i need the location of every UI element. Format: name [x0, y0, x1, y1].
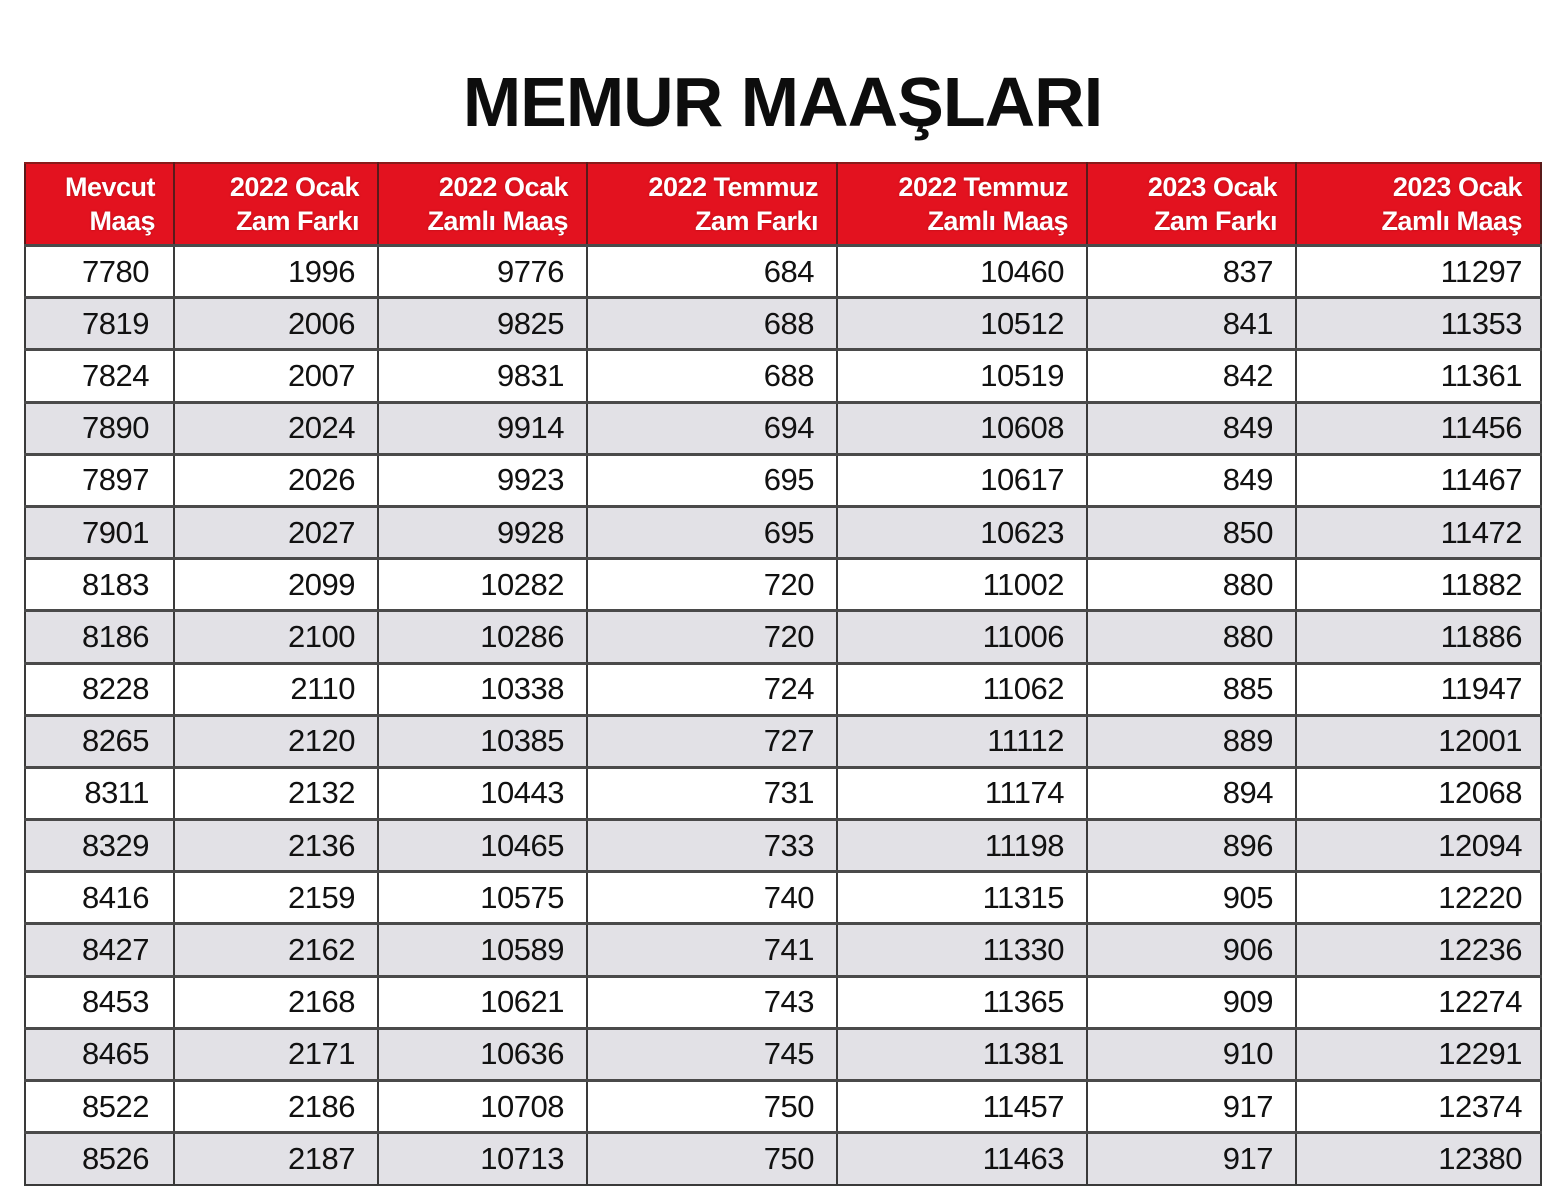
- header-line: 2022 Temmuz: [898, 172, 1068, 202]
- table-cell: 8183: [25, 559, 174, 611]
- table-row: [25, 350, 1541, 402]
- table-cell: 10636: [378, 1028, 587, 1080]
- table-cell: 11365: [837, 976, 1087, 1028]
- table-cell: 12068: [1296, 767, 1541, 819]
- table-cell: 10617: [837, 454, 1087, 506]
- table-cell: 10623: [837, 506, 1087, 558]
- header-line: 2022 Ocak: [229, 172, 359, 202]
- table-cell: 2159: [174, 872, 378, 924]
- header-line: 2022 Temmuz: [648, 172, 818, 202]
- table-cell: 885: [1087, 663, 1296, 715]
- table-cell: 10338: [378, 663, 587, 715]
- table-cell: 11002: [837, 559, 1087, 611]
- table-cell: 750: [587, 1133, 837, 1185]
- table-cell: 10713: [378, 1133, 587, 1185]
- table-cell: 7780: [25, 246, 174, 298]
- table-row: [25, 506, 1541, 558]
- table-cell: 9914: [378, 402, 587, 454]
- table-cell: 10385: [378, 715, 587, 767]
- table-row: [25, 663, 1541, 715]
- table-cell: 720: [587, 559, 837, 611]
- salary-table: [24, 162, 1542, 1186]
- table-cell: 10282: [378, 559, 587, 611]
- header-line: Zamlı Maaş: [927, 206, 1068, 236]
- table-cell: 695: [587, 506, 837, 558]
- table-cell: 11472: [1296, 506, 1541, 558]
- header-line: 2023 Ocak: [1147, 172, 1277, 202]
- table-cell: 10575: [378, 872, 587, 924]
- table-cell: 10708: [378, 1081, 587, 1133]
- table-cell: 894: [1087, 767, 1296, 819]
- header-row: [25, 163, 1541, 246]
- table-cell: 11330: [837, 924, 1087, 976]
- table-cell: 2136: [174, 820, 378, 872]
- table-cell: 743: [587, 976, 837, 1028]
- table-cell: 10460: [837, 246, 1087, 298]
- table-cell: 727: [587, 715, 837, 767]
- table-row: [25, 976, 1541, 1028]
- table-cell: 750: [587, 1081, 837, 1133]
- table-cell: 720: [587, 611, 837, 663]
- table-cell: 2162: [174, 924, 378, 976]
- header-line: 2022 Ocak: [438, 172, 568, 202]
- table-cell: 8526: [25, 1133, 174, 1185]
- header-2022-ocak-zamli-maas: [378, 163, 587, 246]
- table-cell: 12291: [1296, 1028, 1541, 1080]
- table-cell: 7901: [25, 506, 174, 558]
- table-cell: 842: [1087, 350, 1296, 402]
- table-row: [25, 454, 1541, 506]
- table-cell: 10621: [378, 976, 587, 1028]
- table-row: [25, 1081, 1541, 1133]
- table-cell: 837: [1087, 246, 1296, 298]
- table-row: [25, 767, 1541, 819]
- table-cell: 11006: [837, 611, 1087, 663]
- table-cell: 910: [1087, 1028, 1296, 1080]
- table-body: [25, 246, 1541, 1185]
- table-row: [25, 872, 1541, 924]
- header-line: Maaş: [89, 206, 155, 236]
- table-cell: 11297: [1296, 246, 1541, 298]
- table-row: [25, 1133, 1541, 1185]
- table-cell: 7819: [25, 298, 174, 350]
- header-2022-temmuz-zam-farki: [587, 163, 837, 246]
- table-cell: 695: [587, 454, 837, 506]
- table-cell: 8522: [25, 1081, 174, 1133]
- header-2023-ocak-zamli-maas: [1296, 163, 1541, 246]
- table-row: [25, 924, 1541, 976]
- table-cell: 2110: [174, 663, 378, 715]
- table-cell: 7890: [25, 402, 174, 454]
- table-cell: 11381: [837, 1028, 1087, 1080]
- table-cell: 688: [587, 350, 837, 402]
- table-cell: 7824: [25, 350, 174, 402]
- table-row: [25, 298, 1541, 350]
- header-line: 2023 Ocak: [1392, 172, 1522, 202]
- table-cell: 8465: [25, 1028, 174, 1080]
- table-cell: 11174: [837, 767, 1087, 819]
- table-cell: 11467: [1296, 454, 1541, 506]
- table-cell: 10465: [378, 820, 587, 872]
- table-cell: 2027: [174, 506, 378, 558]
- table-cell: 1996: [174, 246, 378, 298]
- table-cell: 841: [1087, 298, 1296, 350]
- table-cell: 724: [587, 663, 837, 715]
- table-cell: 7897: [25, 454, 174, 506]
- table-cell: 2007: [174, 350, 378, 402]
- table-cell: 11947: [1296, 663, 1541, 715]
- table-cell: 11112: [837, 715, 1087, 767]
- table-row: [25, 402, 1541, 454]
- table-cell: 11198: [837, 820, 1087, 872]
- table-cell: 8228: [25, 663, 174, 715]
- table-cell: 741: [587, 924, 837, 976]
- table-row: [25, 715, 1541, 767]
- table-cell: 917: [1087, 1081, 1296, 1133]
- table-cell: 11882: [1296, 559, 1541, 611]
- table-cell: 11315: [837, 872, 1087, 924]
- table-cell: 8427: [25, 924, 174, 976]
- table-cell: 909: [1087, 976, 1296, 1028]
- table-cell: 8186: [25, 611, 174, 663]
- table-cell: 10443: [378, 767, 587, 819]
- header-2022-ocak-zam-farki: [174, 163, 378, 246]
- table-row: [25, 1028, 1541, 1080]
- table-cell: 8311: [25, 767, 174, 819]
- table-cell: 9776: [378, 246, 587, 298]
- table-cell: 10608: [837, 402, 1087, 454]
- page-title: MEMUR MAAŞLARI: [462, 63, 1103, 141]
- table-cell: 12220: [1296, 872, 1541, 924]
- table-cell: 905: [1087, 872, 1296, 924]
- header-line: Zam Farkı: [694, 206, 818, 236]
- table-cell: 849: [1087, 402, 1296, 454]
- table-cell: 2186: [174, 1081, 378, 1133]
- table-cell: 10589: [378, 924, 587, 976]
- table-cell: 745: [587, 1028, 837, 1080]
- table-cell: 2026: [174, 454, 378, 506]
- table-cell: 11463: [837, 1133, 1087, 1185]
- table-cell: 2132: [174, 767, 378, 819]
- header-line: Zam Farkı: [235, 206, 359, 236]
- table-cell: 11457: [837, 1081, 1087, 1133]
- table-cell: 8416: [25, 872, 174, 924]
- table-cell: 740: [587, 872, 837, 924]
- table-cell: 906: [1087, 924, 1296, 976]
- table-cell: 2006: [174, 298, 378, 350]
- table-cell: 694: [587, 402, 837, 454]
- table-cell: 8453: [25, 976, 174, 1028]
- table-header: [25, 163, 1541, 246]
- table-cell: 917: [1087, 1133, 1296, 1185]
- header-line: Zamlı Maaş: [1381, 206, 1522, 236]
- table-cell: 880: [1087, 611, 1296, 663]
- table-cell: 12094: [1296, 820, 1541, 872]
- header-line: Mevcut: [64, 172, 155, 202]
- header-line: Zamlı Maaş: [427, 206, 568, 236]
- table-cell: 2171: [174, 1028, 378, 1080]
- header-2022-temmuz-zamli-maas: [837, 163, 1087, 246]
- table-cell: 11886: [1296, 611, 1541, 663]
- table-cell: 731: [587, 767, 837, 819]
- table-cell: 12274: [1296, 976, 1541, 1028]
- table-cell: 9928: [378, 506, 587, 558]
- table-row: [25, 246, 1541, 298]
- table-cell: 2024: [174, 402, 378, 454]
- table-cell: 11353: [1296, 298, 1541, 350]
- table-cell: 688: [587, 298, 837, 350]
- header-2023-ocak-zam-farki: [1087, 163, 1296, 246]
- table-cell: 12001: [1296, 715, 1541, 767]
- table-cell: 733: [587, 820, 837, 872]
- table-cell: 2100: [174, 611, 378, 663]
- table-cell: 12236: [1296, 924, 1541, 976]
- table-cell: 889: [1087, 715, 1296, 767]
- table-cell: 849: [1087, 454, 1296, 506]
- table-cell: 10519: [837, 350, 1087, 402]
- table-cell: 8265: [25, 715, 174, 767]
- table-cell: 11062: [837, 663, 1087, 715]
- table-cell: 2187: [174, 1133, 378, 1185]
- table-cell: 11456: [1296, 402, 1541, 454]
- table-row: [25, 559, 1541, 611]
- table-cell: 8329: [25, 820, 174, 872]
- table-cell: 2120: [174, 715, 378, 767]
- table-cell: 2168: [174, 976, 378, 1028]
- table-cell: 2099: [174, 559, 378, 611]
- header-line: Zam Farkı: [1153, 206, 1277, 236]
- table-cell: 9923: [378, 454, 587, 506]
- table-row: [25, 611, 1541, 663]
- table-cell: 880: [1087, 559, 1296, 611]
- table-cell: 10512: [837, 298, 1087, 350]
- table-cell: 9825: [378, 298, 587, 350]
- table-row: [25, 820, 1541, 872]
- header-mevcut-maas: [25, 163, 174, 246]
- table-cell: 12380: [1296, 1133, 1541, 1185]
- table-cell: 896: [1087, 820, 1296, 872]
- table-cell: 11361: [1296, 350, 1541, 402]
- table-cell: 10286: [378, 611, 587, 663]
- table-cell: 684: [587, 246, 837, 298]
- table-cell: 850: [1087, 506, 1296, 558]
- table-cell: 12374: [1296, 1081, 1541, 1133]
- table-cell: 9831: [378, 350, 587, 402]
